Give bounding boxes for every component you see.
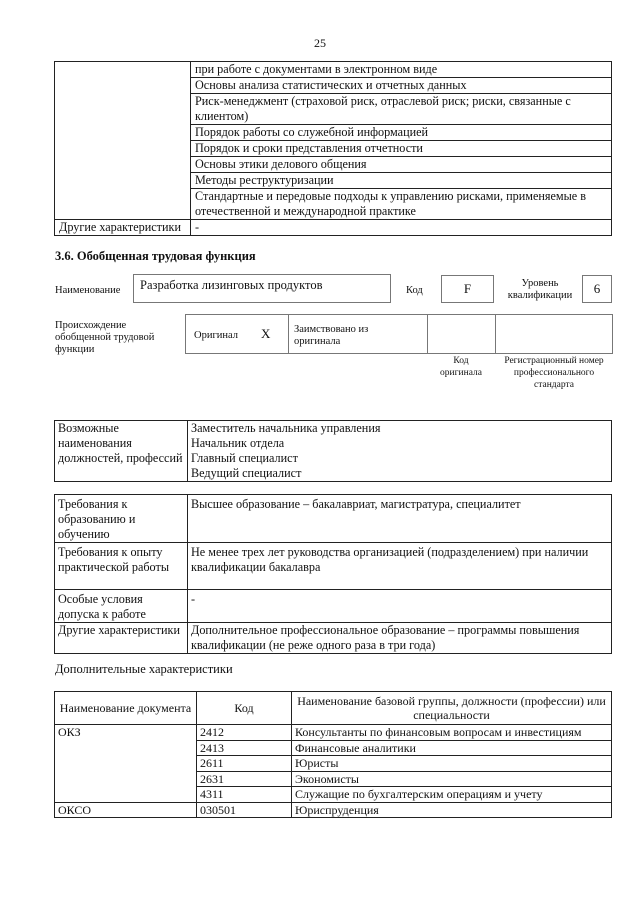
additional-table	[54, 691, 612, 818]
other-value: Дополнительное профессиональное образование – программы повышения квалификации (не реже одного раза в три года)	[188, 623, 612, 654]
position-item: Заместитель начальника управления	[191, 421, 381, 435]
special-conditions-label: Особые условия допуска к работе	[55, 590, 188, 623]
code-cell: 030501	[197, 802, 292, 818]
knowledge-item: Основы этики делового общения	[191, 157, 612, 173]
knowledge-item: Порядок работы со служебной информацией	[191, 125, 612, 141]
other-label: Другие характеристики	[55, 623, 188, 654]
position-item: Начальник отдела	[191, 436, 285, 450]
name-label: Наименование	[55, 285, 121, 296]
page-number: 25	[314, 36, 326, 50]
table-row	[55, 543, 612, 590]
table-row	[55, 495, 612, 543]
group-name-cell: Финансовые аналитики	[292, 740, 612, 756]
group-name-cell: Юристы	[292, 756, 612, 772]
function-name-box	[133, 274, 391, 303]
header-document: Наименование документа	[55, 692, 197, 725]
code-cell: 2412	[197, 725, 292, 741]
other-characteristics-value: -	[191, 220, 612, 236]
knowledge-item: Стандартные и передовые подходы к управлению рисками, применяемые в отечественной и международной практике	[191, 189, 612, 220]
table-row	[55, 590, 612, 623]
experience-value: Не менее трех лет руководства организацией (подразделением) при наличии квалификации бакалавра	[188, 543, 612, 590]
level-label: Уровень квалификации	[507, 278, 573, 301]
table-row	[55, 802, 612, 818]
table-row	[55, 421, 612, 482]
original-mark: X	[261, 326, 271, 341]
special-conditions-value: -	[188, 590, 612, 623]
origin-box	[185, 314, 613, 354]
knowledge-item: Методы реструктуризации	[191, 173, 612, 189]
origin-divider-1	[288, 315, 289, 353]
code-original-caption: Код оригинала	[440, 356, 482, 378]
origin-divider-2	[427, 315, 428, 353]
education-label: Требования к образованию и обучению	[55, 495, 188, 543]
requirements-table	[54, 494, 612, 654]
table-row	[55, 220, 612, 236]
knowledge-item: Порядок и сроки представления отчетности	[191, 141, 612, 157]
knowledge-item: Основы анализа статистических и отчетных данных	[191, 78, 612, 94]
doc-cell: ОКСО	[55, 802, 197, 818]
code-cell: 4311	[197, 787, 292, 803]
table-row	[55, 62, 612, 78]
function-name: Разработка лизинговых продуктов	[140, 278, 323, 292]
table-row	[55, 623, 612, 654]
header-code: Код	[197, 692, 292, 725]
positions-table	[54, 420, 612, 482]
group-name-cell: Юриспруденция	[292, 802, 612, 818]
positions-label: Возможные наименования должностей, профессий	[55, 421, 188, 482]
additional-title: Дополнительные характеристики	[55, 662, 233, 676]
code-cell: 2413	[197, 740, 292, 756]
position-item: Ведущий специалист	[191, 466, 302, 480]
origin-label: Происхождение обобщенной трудовой функции	[55, 320, 155, 355]
doc-cell: ОКЗ	[55, 725, 197, 803]
group-name-cell: Консультанты по финансовым вопросам и инвестициям	[292, 725, 612, 741]
borrowed-label: Заимствовано из оригинала	[294, 324, 369, 347]
origin-divider-3	[495, 315, 496, 353]
position-item: Главный специалист	[191, 451, 298, 465]
registration-number-caption: Регистрационный номер профессионального стандарта	[504, 356, 604, 390]
original-label: Оригинал	[194, 330, 238, 341]
code-value: F	[463, 281, 472, 296]
code-cell: 2631	[197, 771, 292, 787]
section-heading: 3.6. Обобщенная трудовая функция	[55, 249, 256, 263]
other-characteristics-label: Другие характеристики	[55, 220, 191, 236]
experience-label: Требования к опыту практической работы	[55, 543, 188, 590]
group-name-cell: Служащие по бухгалтерским операциям и учету	[292, 787, 612, 803]
knowledge-item: Риск-менеджмент (страховой риск, отраслевой риск; риски, связанные с клиентом)	[191, 94, 612, 125]
code-cell: 2611	[197, 756, 292, 772]
code-label: Код	[406, 285, 423, 296]
knowledge-table	[54, 61, 612, 236]
positions-list	[188, 421, 612, 482]
level-value: 6	[593, 281, 601, 296]
table-row	[55, 725, 612, 741]
header-group-name: Наименование базовой группы, должности (профессии) или специальности	[292, 692, 612, 725]
knowledge-item: при работе с документами в электронном виде	[191, 62, 612, 78]
group-name-cell: Экономисты	[292, 771, 612, 787]
level-box	[582, 275, 612, 303]
table-header-row	[55, 692, 612, 725]
education-value: Высшее образование – бакалавриат, магистратура, специалитет	[188, 495, 612, 543]
code-box	[441, 275, 494, 303]
